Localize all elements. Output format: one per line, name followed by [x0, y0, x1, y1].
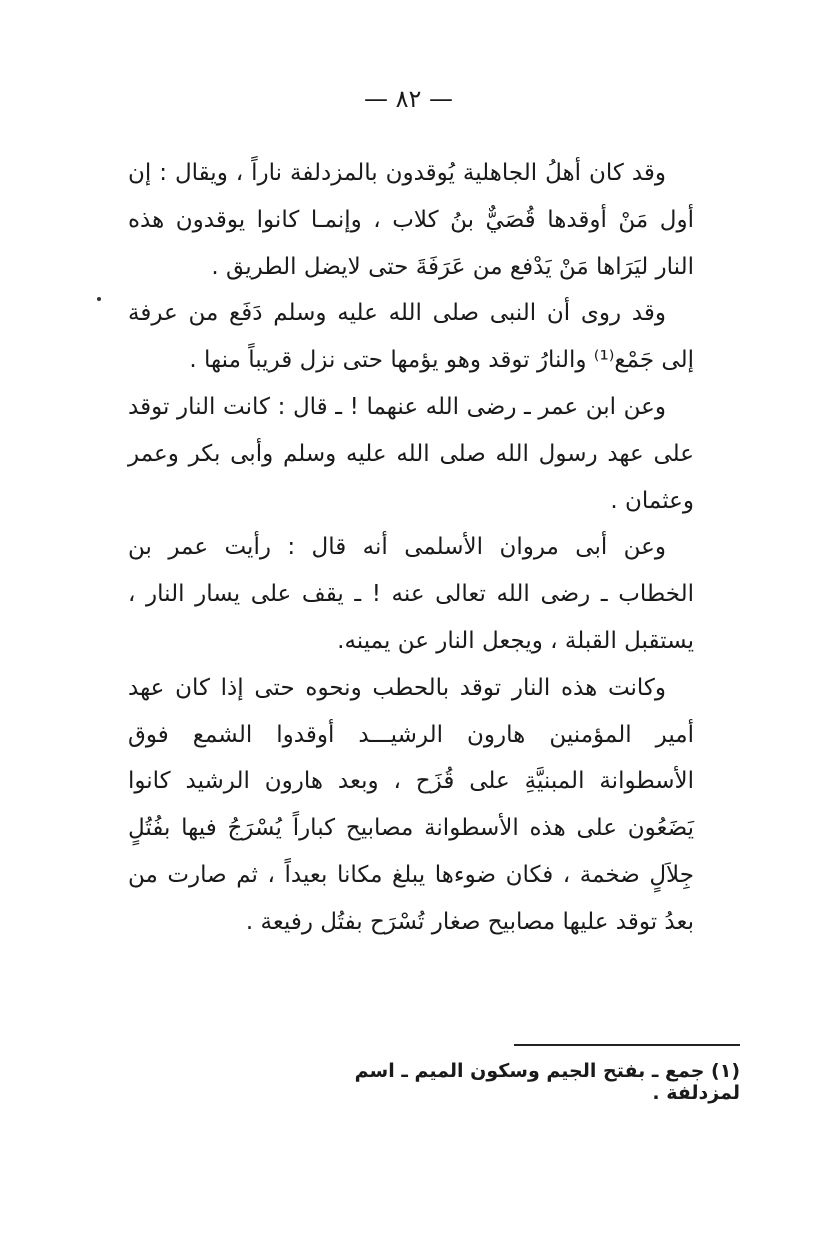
body-text [128, 150, 694, 946]
margin-mark [97, 297, 101, 301]
footnote-divider [514, 1044, 740, 1046]
page-number: — ٨٢ — [363, 85, 454, 113]
paragraph: وعن أبى مروان الأسلمى أنه قال : رأيت عمر بن الخطاب ـ رضى الله تعالى عنه ! ـ يقف على يسار النار ، يستقبل القبلة ، ويجعل النار عن يمينه. [128, 534, 694, 654]
paragraph: وقد كان أهلُ الجاهلية يُوقدون بالمزدلفة ناراً ، ويقال : إن أول مَنْ أوقدها قُصَيٌّ بنُ كلاب ، وإنمـا كانوا يوقدون هذه النار ليَرَاها مَنْ يَدْفع من عَرَفَةَ حتى لايضل الطريق . [128, 160, 694, 280]
paragraph: وعن ابن عمر ـ رضى الله عنهما ! ـ قال : كانت النار توقد على عهد رسول الله صلى الله عليه وسلم وأبى بكر وعمر وعثمان . [128, 393, 694, 514]
paragraph: وقد روى أن النبى صلى الله عليه وسلم دَفَع من عرفة إلى جَمْع⁽¹⁾ والنارُ توقد وهو يؤمها حتى نزل قريباً منها . [128, 300, 694, 374]
paragraph: وكانت هذه النار توقد بالحطب ونحوه حتى إذا كان عهد أمير المؤمنين هارون الرشيـــد أوقدوا الشمع فوق الأسطوانة المبنيَّةِ على قُزَح ، وبعد هارون الرشيد كانوا يَضَعُون على هذه الأسطوانة مصابيح كباراً يُسْرَجُ فيها بفُتُلٍ جِلاَلٍ ضخمة ، فكان ضوءها يبلغ مكانا بعيداً ، ثم صارت من بعدُ توقد عليها مصابيح صغار تُسْرَح بفتُل رفيعة . [128, 674, 694, 935]
footnote: (١) جمع ـ بفتح الجيم وسكون الميم ـ اسم لمزدلفة . [354, 1060, 740, 1104]
